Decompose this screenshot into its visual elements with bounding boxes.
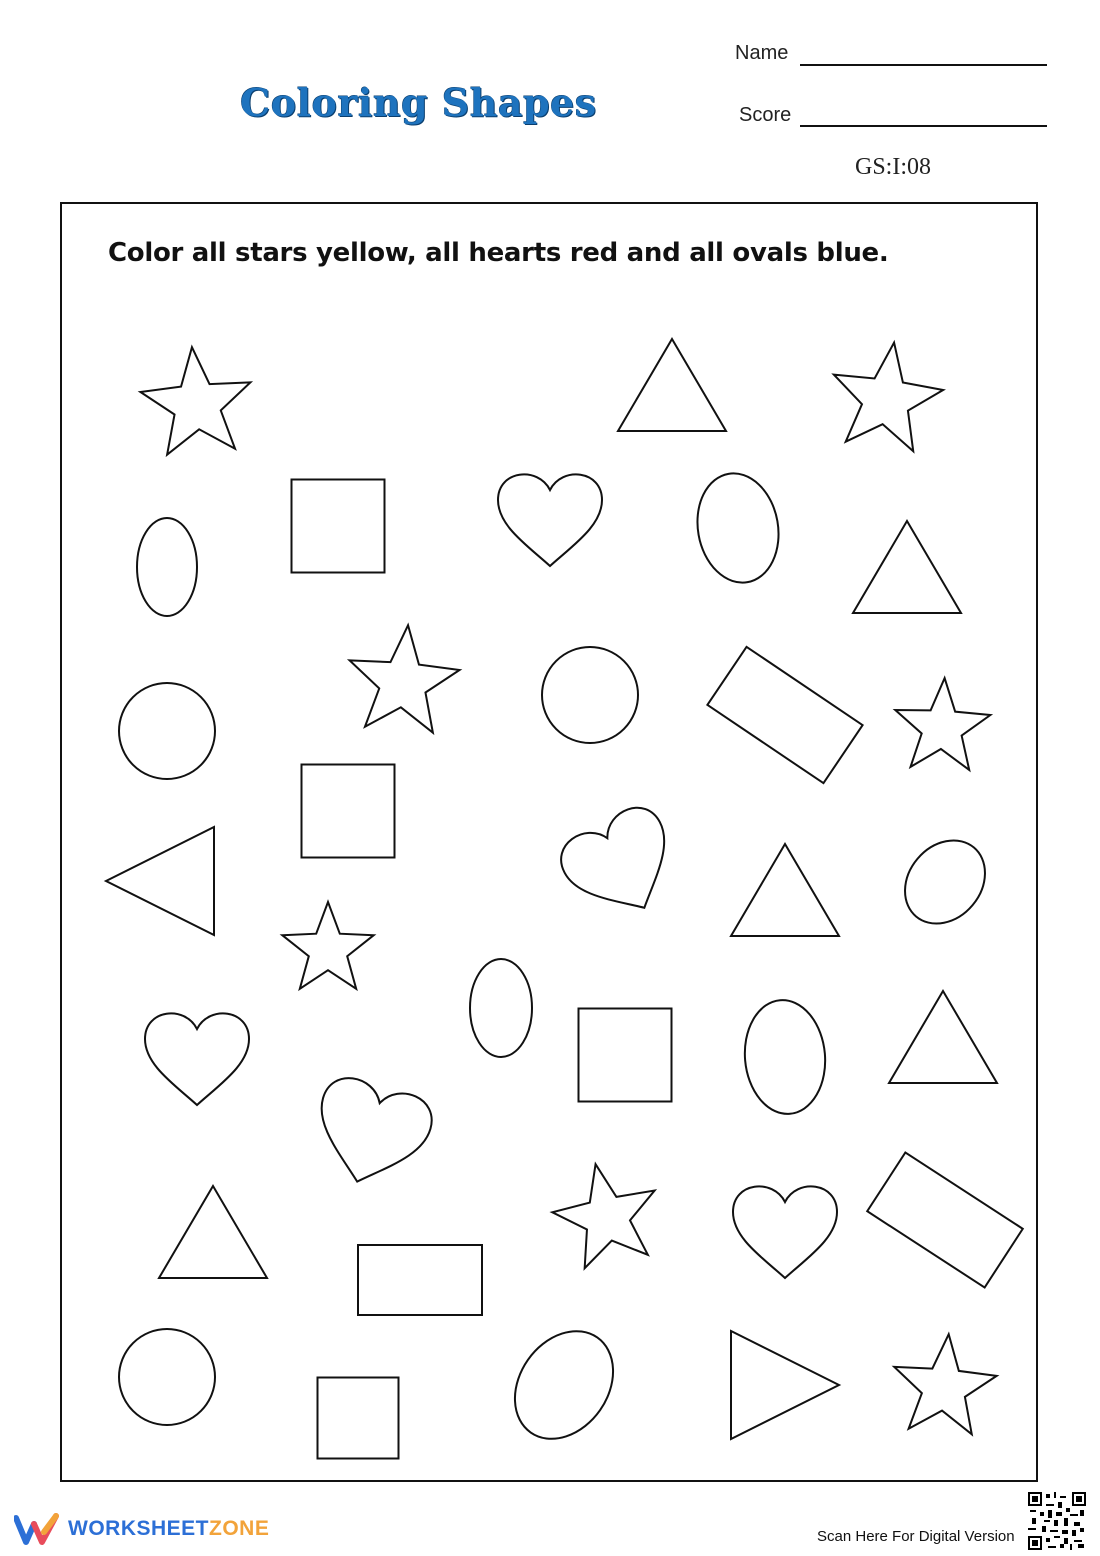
brand-name bbox=[68, 1517, 269, 1541]
shape-oval-21[interactable] bbox=[470, 959, 532, 1057]
shape-heart-22[interactable] bbox=[145, 1013, 249, 1105]
shape-triangle-27[interactable] bbox=[159, 1186, 267, 1278]
shape-triangle-9[interactable] bbox=[853, 521, 961, 613]
shape-rectangle-13[interactable] bbox=[707, 647, 862, 783]
brand-name-part2: ZONE bbox=[209, 1517, 270, 1540]
brand-logo bbox=[14, 1512, 269, 1546]
shape-heart-26[interactable] bbox=[304, 1072, 438, 1197]
shape-heart-7[interactable] bbox=[498, 474, 602, 566]
shape-circle-12[interactable] bbox=[542, 647, 638, 743]
score-label: Score bbox=[739, 104, 792, 126]
shape-heart-17[interactable] bbox=[552, 799, 692, 933]
shape-triangle-18[interactable] bbox=[731, 844, 839, 936]
shape-square-15[interactable] bbox=[302, 765, 395, 858]
shape-star-14[interactable] bbox=[892, 676, 992, 771]
shape-oval-8[interactable] bbox=[689, 467, 787, 589]
brand-name-part1: WORKSHEET bbox=[68, 1517, 209, 1540]
scan-caption: Scan Here For Digital Version bbox=[817, 1528, 1015, 1545]
shape-triangle-3[interactable] bbox=[618, 339, 726, 431]
shape-rectangle-31[interactable] bbox=[867, 1153, 1023, 1288]
shape-square-33[interactable] bbox=[318, 1378, 399, 1459]
shape-oval-34[interactable] bbox=[495, 1312, 634, 1457]
shape-heart-29[interactable] bbox=[733, 1186, 837, 1278]
shape-square-23[interactable] bbox=[579, 1009, 672, 1102]
shape-oval-24[interactable] bbox=[740, 997, 830, 1118]
shape-star-28[interactable] bbox=[544, 1153, 667, 1272]
shape-star-1[interactable] bbox=[137, 342, 256, 456]
shape-oval-19[interactable] bbox=[888, 824, 1001, 939]
shape-triangle-25[interactable] bbox=[889, 991, 997, 1083]
shape-triangle-right-35[interactable] bbox=[731, 1331, 839, 1439]
worksheet-code: GS:I:08 bbox=[855, 154, 932, 180]
shape-star-11[interactable] bbox=[344, 620, 463, 734]
shape-square-6[interactable] bbox=[292, 480, 385, 573]
shape-circle-10[interactable] bbox=[119, 683, 215, 779]
shape-rectangle-30[interactable] bbox=[358, 1245, 482, 1315]
shape-star-36[interactable] bbox=[889, 1330, 1000, 1436]
name-label: Name bbox=[735, 42, 789, 64]
qr-code-icon[interactable] bbox=[1028, 1492, 1086, 1550]
shape-triangle-left-16[interactable] bbox=[106, 827, 214, 935]
instruction-text: Color all stars yellow, all hearts red and all ovals blue. bbox=[108, 238, 889, 268]
shape-oval-5[interactable] bbox=[137, 518, 197, 616]
page-title: Coloring Shapes bbox=[240, 80, 597, 125]
worksheetzone-logo-icon bbox=[14, 1512, 60, 1546]
shape-star-4[interactable] bbox=[825, 335, 949, 454]
shape-star-20[interactable] bbox=[282, 902, 373, 989]
shape-circle-32[interactable] bbox=[119, 1329, 215, 1425]
